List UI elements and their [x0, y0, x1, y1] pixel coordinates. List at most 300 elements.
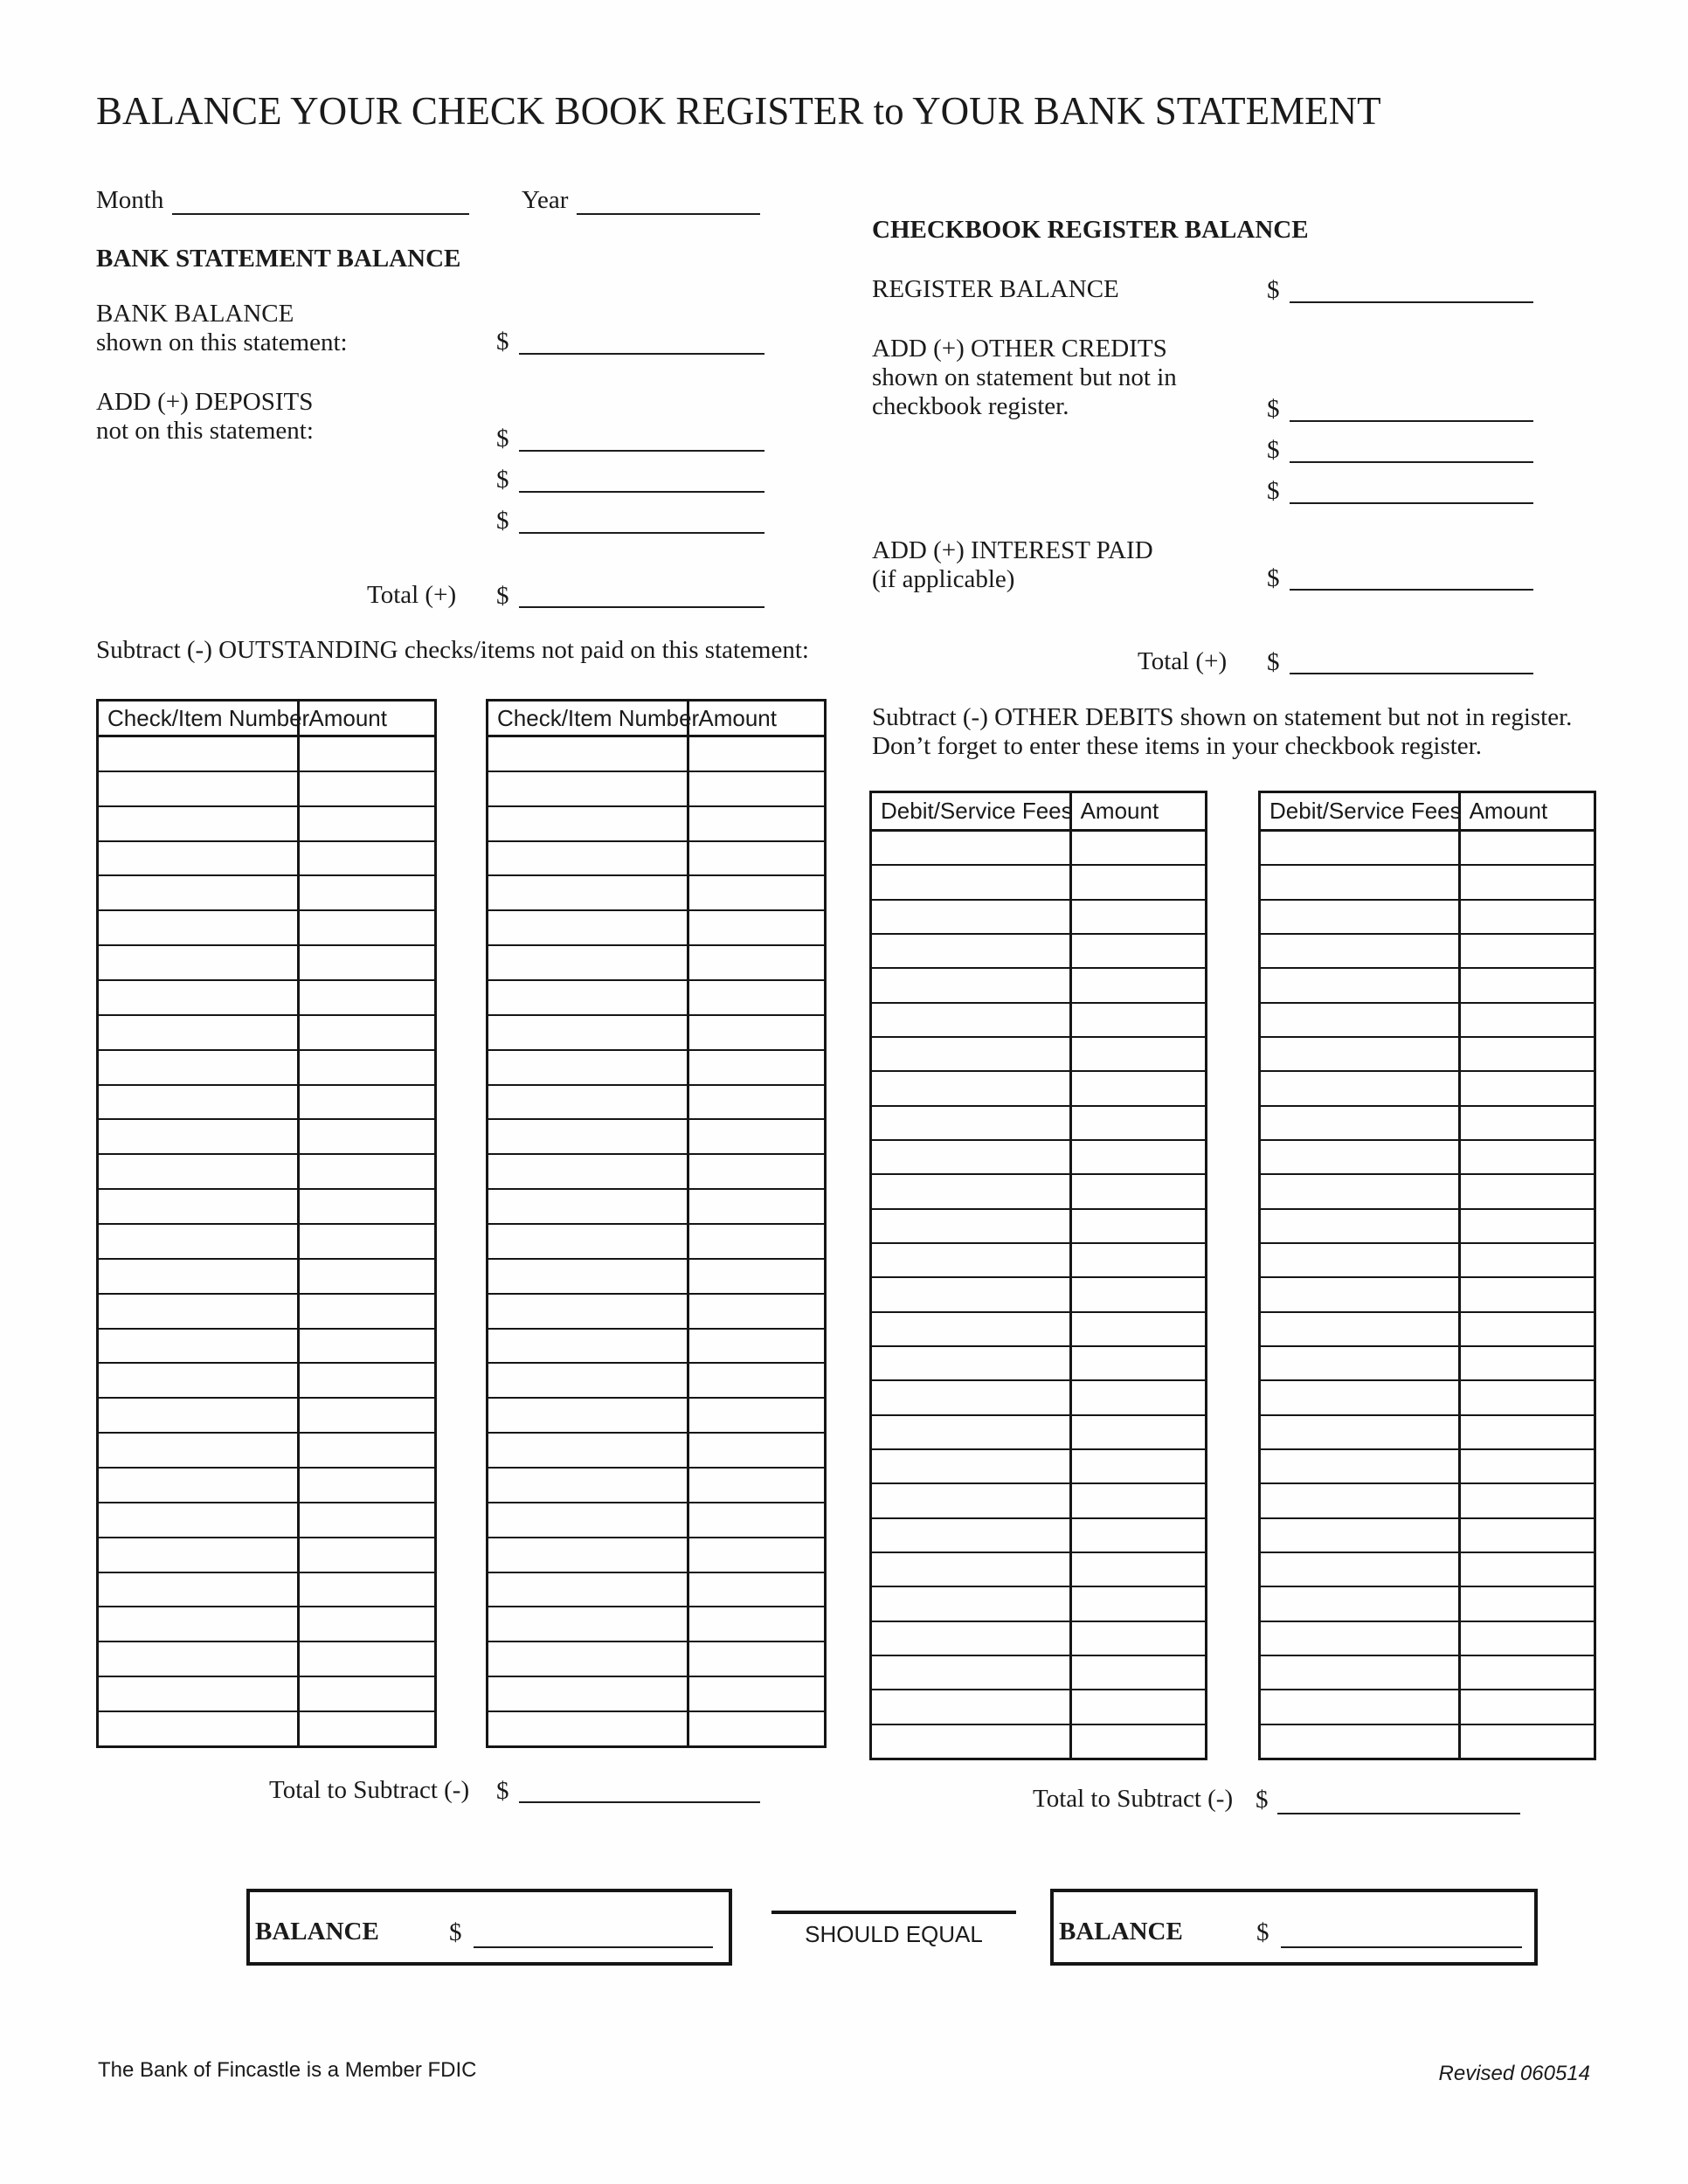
- table-row: [1261, 1105, 1594, 1139]
- item-cell: [99, 1330, 300, 1363]
- item-cell: [872, 1278, 1072, 1310]
- table-row: [99, 1502, 434, 1537]
- register-total-to-subtract-blank-line: [1277, 1813, 1520, 1814]
- amount-cell: [300, 1573, 434, 1607]
- item-cell: [99, 1434, 300, 1467]
- item-cell: [99, 1399, 300, 1432]
- table-row: [488, 1293, 824, 1328]
- amount-cell: [300, 772, 434, 805]
- item-cell: [488, 1538, 689, 1572]
- item-cell: [488, 946, 689, 979]
- table-row: [99, 771, 434, 805]
- amount-cell: [1072, 1622, 1205, 1655]
- amount-cell: [1072, 1244, 1205, 1276]
- item-cell: [488, 772, 689, 805]
- item-cell: [872, 1038, 1072, 1070]
- table-row: [872, 1379, 1205, 1413]
- year-blank-line: [577, 213, 760, 215]
- item-cell: [99, 911, 300, 944]
- table-row: [99, 1641, 434, 1676]
- amount-cell: [1072, 1690, 1205, 1723]
- table-row: [99, 944, 434, 979]
- table-row: [872, 1242, 1205, 1276]
- item-cell: [99, 876, 300, 909]
- table-row: [872, 1552, 1205, 1586]
- table-row: [1261, 832, 1594, 864]
- deposit-blank-line-2: [519, 491, 764, 493]
- table-body: [99, 737, 434, 1745]
- amount-cell: [689, 807, 824, 840]
- item-cell: [1261, 1416, 1461, 1448]
- table-row: [872, 1139, 1205, 1173]
- add-credits-label-line1: ADD (+) OTHER CREDITS: [872, 335, 1167, 363]
- deposit-dollar-sign-1: $: [496, 425, 509, 453]
- table-row: [1261, 967, 1594, 1001]
- item-cell: [488, 842, 689, 875]
- register-total-blank-line: [1290, 673, 1533, 674]
- interest-blank-line: [1290, 589, 1533, 591]
- table-row: [1261, 1002, 1594, 1036]
- table-row: [99, 1014, 434, 1049]
- item-cell: [1261, 1313, 1461, 1345]
- amount-cell: [300, 1051, 434, 1084]
- month-blank-line: [172, 213, 469, 215]
- item-cell: [1261, 1450, 1461, 1482]
- register-total-to-subtract-label: Total to Subtract (-): [1033, 1785, 1234, 1813]
- table-row: [1261, 899, 1594, 933]
- bank-total-to-subtract-blank-line: [519, 1801, 760, 1803]
- table-row: [488, 1049, 824, 1084]
- footer-bank-fdic-note: The Bank of Fincastle is a Member FDIC: [98, 2058, 477, 2082]
- item-cell: [872, 1313, 1072, 1345]
- outstanding-subtract-note: Subtract (-) OUTSTANDING checks/items not paid on this statement:: [96, 636, 809, 664]
- amount-cell: [689, 1573, 824, 1607]
- should-equal-rule: [771, 1911, 1016, 1914]
- amount-cell: [689, 842, 824, 875]
- table-row: [99, 737, 434, 771]
- register-balance-result-box: [1050, 1889, 1538, 1966]
- table-row: [488, 840, 824, 875]
- item-cell: [872, 1587, 1072, 1620]
- item-cell: [872, 901, 1072, 933]
- amount-cell: [1072, 832, 1205, 864]
- item-cell: [1261, 1004, 1461, 1036]
- amount-cell: [1461, 1347, 1594, 1379]
- debit-service-fees-header: Debit/Service Fees: [1261, 793, 1461, 829]
- month-label: Month: [96, 186, 164, 214]
- amount-cell: [1461, 1690, 1594, 1723]
- item-cell: [99, 772, 300, 805]
- item-cell: [1261, 1587, 1461, 1620]
- table-row: [1261, 1552, 1594, 1586]
- amount-cell: [1072, 1416, 1205, 1448]
- deposit-blank-line-3: [519, 532, 764, 534]
- amount-cell: [1461, 1175, 1594, 1207]
- item-cell: [488, 1190, 689, 1223]
- amount-cell: [689, 1051, 824, 1084]
- table-row: [488, 1502, 824, 1537]
- item-cell: [99, 1295, 300, 1328]
- amount-cell: [300, 1538, 434, 1572]
- interest-dollar-sign: $: [1267, 564, 1280, 592]
- table-row: [1261, 1689, 1594, 1723]
- amount-cell: [1461, 1141, 1594, 1173]
- credit-blank-line-3: [1290, 502, 1533, 504]
- amount-cell: [1072, 1107, 1205, 1139]
- amount-cell: [1072, 1210, 1205, 1242]
- bank-total-plus-label: Total (+): [367, 581, 457, 609]
- amount-cell: [689, 1434, 824, 1467]
- table-row: [488, 944, 824, 979]
- amount-cell: [300, 981, 434, 1014]
- table-row: [488, 1223, 824, 1258]
- item-cell: [488, 1642, 689, 1676]
- item-cell: [488, 807, 689, 840]
- outstanding-checks-table-1: [96, 699, 437, 1748]
- amount-cell: [300, 876, 434, 909]
- amount-cell: [300, 807, 434, 840]
- item-cell: [1261, 1484, 1461, 1517]
- item-cell: [99, 1469, 300, 1502]
- table-row: [872, 1311, 1205, 1345]
- amount-cell: [689, 1677, 824, 1711]
- table-row: [872, 1414, 1205, 1448]
- amount-cell: [689, 1086, 824, 1119]
- table-row: [872, 1724, 1205, 1758]
- add-credits-label-line2: shown on statement but not in: [872, 363, 1177, 391]
- table-row: [488, 771, 824, 805]
- table-row: [488, 1258, 824, 1293]
- credit-dollar-sign-2: $: [1267, 436, 1280, 464]
- item-cell: [99, 1538, 300, 1572]
- table-row: [872, 1517, 1205, 1552]
- item-cell: [488, 1607, 689, 1641]
- table-row: [1261, 1379, 1594, 1413]
- debit-fees-table-1: [869, 791, 1207, 1760]
- table-row: [99, 1606, 434, 1641]
- item-cell: [872, 1381, 1072, 1413]
- amount-cell: [300, 1677, 434, 1711]
- add-deposits-label-line2: not on this statement:: [96, 417, 314, 445]
- table-row: [1261, 1621, 1594, 1655]
- table-row: [488, 979, 824, 1014]
- table-row: [488, 1711, 824, 1745]
- table-row: [872, 933, 1205, 967]
- item-cell: [99, 737, 300, 771]
- table-row: [1261, 864, 1594, 898]
- item-cell: [1261, 1175, 1461, 1207]
- item-cell: [488, 1399, 689, 1432]
- bank-total-to-subtract-dollar-sign: $: [496, 1777, 509, 1805]
- amount-cell: [1461, 1381, 1594, 1413]
- should-equal-label: SHOULD EQUAL: [805, 1921, 983, 1947]
- item-cell: [99, 1503, 300, 1537]
- add-deposits-label-line1: ADD (+) DEPOSITS: [96, 388, 314, 416]
- item-cell: [488, 1260, 689, 1293]
- footer-revision-note: Revised 060514: [1438, 2062, 1590, 2085]
- table-row: [488, 1362, 824, 1397]
- bank-balance-label-line2: shown on this statement:: [96, 328, 348, 356]
- amount-cell: [1461, 1587, 1594, 1620]
- item-cell: [488, 1573, 689, 1607]
- bank-balance-result-box: [246, 1889, 732, 1966]
- amount-header: Amount: [1469, 798, 1548, 825]
- bank-total-to-subtract-label: Total to Subtract (-): [269, 1776, 470, 1804]
- table-row: [488, 1188, 824, 1223]
- deposit-dollar-sign-3: $: [496, 507, 509, 535]
- item-cell: [872, 1450, 1072, 1482]
- item-cell: [488, 1330, 689, 1363]
- deposit-blank-line-1: [519, 450, 764, 452]
- bank-balance-result-label: BALANCE: [255, 1918, 379, 1946]
- table-row: [1261, 1655, 1594, 1689]
- item-cell: [872, 1175, 1072, 1207]
- item-cell: [99, 1155, 300, 1188]
- bank-balance-result-dollar-sign: $: [449, 1918, 462, 1946]
- item-cell: [872, 1690, 1072, 1723]
- register-total-dollar-sign: $: [1267, 648, 1280, 676]
- table-body: [488, 737, 824, 1745]
- table-row: [488, 1153, 824, 1188]
- item-cell: [99, 1642, 300, 1676]
- table-row: [872, 1655, 1205, 1689]
- item-cell: [488, 1364, 689, 1397]
- table-row: [1261, 1586, 1594, 1620]
- item-cell: [872, 1519, 1072, 1552]
- table-row: [99, 874, 434, 909]
- table-row: [99, 909, 434, 944]
- amount-cell: [1072, 1381, 1205, 1413]
- item-cell: [872, 1244, 1072, 1276]
- item-cell: [99, 842, 300, 875]
- item-cell: [1261, 1519, 1461, 1552]
- amount-cell: [689, 1399, 824, 1432]
- table-row: [488, 1572, 824, 1607]
- amount-cell: [1072, 1141, 1205, 1173]
- amount-cell: [1461, 1038, 1594, 1070]
- item-cell: [488, 737, 689, 771]
- table-row: [488, 1397, 824, 1432]
- item-cell: [99, 981, 300, 1014]
- item-cell: [872, 866, 1072, 898]
- item-cell: [872, 1210, 1072, 1242]
- add-interest-label-line2: (if applicable): [872, 565, 1015, 593]
- amount-cell: [1461, 935, 1594, 967]
- amount-header: Amount: [308, 704, 387, 731]
- table-row: [99, 1118, 434, 1153]
- amount-cell: [300, 1225, 434, 1258]
- amount-cell: [300, 842, 434, 875]
- item-cell: [99, 1364, 300, 1397]
- amount-cell: [689, 1330, 824, 1363]
- amount-cell: [1072, 1175, 1205, 1207]
- credit-dollar-sign-1: $: [1267, 395, 1280, 423]
- debit-fees-table-2: [1258, 791, 1596, 1760]
- table-row: [872, 1621, 1205, 1655]
- amount-cell: [1461, 1416, 1594, 1448]
- amount-cell: [1461, 1622, 1594, 1655]
- amount-cell: [1072, 1072, 1205, 1104]
- table-row: [99, 1572, 434, 1607]
- bank-balance-blank-line: [519, 353, 764, 355]
- table-body: [872, 832, 1205, 1758]
- item-cell: [99, 1051, 300, 1084]
- bank-statement-heading: BANK STATEMENT BALANCE: [96, 245, 461, 273]
- table-header-row: [872, 793, 1205, 832]
- amount-cell: [300, 1190, 434, 1223]
- table-row: [488, 805, 824, 840]
- amount-cell: [1072, 1587, 1205, 1620]
- table-row: [872, 899, 1205, 933]
- bank-total-dollar-sign: $: [496, 582, 509, 610]
- amount-cell: [689, 1155, 824, 1188]
- register-balance-label: REGISTER BALANCE: [872, 275, 1119, 303]
- register-balance-result-dollar-sign: $: [1256, 1918, 1269, 1946]
- amount-cell: [689, 1712, 824, 1745]
- item-cell: [488, 876, 689, 909]
- table-row: [99, 1397, 434, 1432]
- amount-cell: [1461, 1519, 1594, 1552]
- amount-cell: [1461, 1210, 1594, 1242]
- table-row: [99, 979, 434, 1014]
- item-cell: [872, 1072, 1072, 1104]
- amount-cell: [1072, 1038, 1205, 1070]
- amount-cell: [689, 1364, 824, 1397]
- table-row: [99, 1711, 434, 1745]
- item-cell: [1261, 1725, 1461, 1758]
- bank-balance-label-line1: BANK BALANCE: [96, 300, 294, 328]
- table-row: [99, 1049, 434, 1084]
- amount-cell: [300, 1503, 434, 1537]
- amount-cell: [1072, 935, 1205, 967]
- item-cell: [488, 1086, 689, 1119]
- deposit-dollar-sign-2: $: [496, 466, 509, 494]
- table-row: [99, 1223, 434, 1258]
- amount-cell: [300, 1434, 434, 1467]
- table-row: [1261, 1173, 1594, 1207]
- amount-cell: [1461, 969, 1594, 1001]
- table-row: [488, 1641, 824, 1676]
- item-cell: [488, 1051, 689, 1084]
- item-cell: [872, 1553, 1072, 1586]
- table-row: [99, 1293, 434, 1328]
- table-row: [872, 1448, 1205, 1482]
- amount-cell: [1072, 1519, 1205, 1552]
- amount-cell: [1461, 901, 1594, 933]
- amount-cell: [1072, 1725, 1205, 1758]
- table-row: [488, 1014, 824, 1049]
- item-cell: [99, 1712, 300, 1745]
- item-cell: [99, 1607, 300, 1641]
- item-cell: [872, 1004, 1072, 1036]
- amount-cell: [1461, 1553, 1594, 1586]
- table-row: [1261, 1242, 1594, 1276]
- add-credits-label-line3: checkbook register.: [872, 392, 1069, 420]
- amount-cell: [1461, 1004, 1594, 1036]
- amount-cell: [689, 772, 824, 805]
- amount-cell: [689, 1120, 824, 1153]
- check-item-number-header: Check/Item Number: [99, 702, 300, 735]
- item-cell: [488, 1677, 689, 1711]
- amount-cell: [689, 1607, 824, 1641]
- table-row: [99, 1328, 434, 1363]
- amount-cell: [1072, 1347, 1205, 1379]
- amount-cell: [300, 946, 434, 979]
- amount-header: Amount: [698, 704, 777, 731]
- item-cell: [488, 981, 689, 1014]
- item-cell: [99, 1677, 300, 1711]
- table-row: [1261, 1482, 1594, 1517]
- amount-cell: [689, 981, 824, 1014]
- item-cell: [872, 1416, 1072, 1448]
- item-cell: [1261, 1141, 1461, 1173]
- amount-cell: [689, 911, 824, 944]
- table-row: [1261, 1345, 1594, 1379]
- item-cell: [872, 832, 1072, 864]
- item-cell: [488, 1016, 689, 1049]
- other-debits-note-line2: Don’t forget to enter these items in your checkbook register.: [872, 732, 1482, 760]
- table-row: [872, 1208, 1205, 1242]
- amount-cell: [689, 1225, 824, 1258]
- item-cell: [1261, 901, 1461, 933]
- item-cell: [872, 1347, 1072, 1379]
- item-cell: [1261, 1210, 1461, 1242]
- item-cell: [488, 1120, 689, 1153]
- table-row: [872, 1173, 1205, 1207]
- table-row: [872, 1036, 1205, 1070]
- item-cell: [1261, 1656, 1461, 1689]
- item-cell: [872, 1141, 1072, 1173]
- item-cell: [488, 1712, 689, 1745]
- year-label: Year: [522, 186, 569, 214]
- item-cell: [1261, 1347, 1461, 1379]
- amount-cell: [689, 946, 824, 979]
- amount-cell: [300, 1607, 434, 1641]
- item-cell: [1261, 969, 1461, 1001]
- item-cell: [488, 1503, 689, 1537]
- table-row: [488, 1118, 824, 1153]
- item-cell: [488, 1155, 689, 1188]
- amount-cell: [1461, 1278, 1594, 1310]
- amount-cell: [300, 1642, 434, 1676]
- table-row: [99, 840, 434, 875]
- table-row: [99, 1188, 434, 1223]
- table-row: [99, 1084, 434, 1119]
- amount-cell: [689, 876, 824, 909]
- register-balance-blank-line: [1290, 301, 1533, 303]
- item-cell: [1261, 1622, 1461, 1655]
- amount-cell: [1461, 1313, 1594, 1345]
- amount-cell: [1461, 1725, 1594, 1758]
- table-row: [488, 1084, 824, 1119]
- table-row: [488, 1432, 824, 1467]
- amount-cell: [689, 1016, 824, 1049]
- item-cell: [872, 1484, 1072, 1517]
- table-row: [488, 1606, 824, 1641]
- amount-cell: [300, 1086, 434, 1119]
- amount-cell: [1072, 1656, 1205, 1689]
- table-row: [99, 1432, 434, 1467]
- item-cell: [99, 1086, 300, 1119]
- table-row: [1261, 1311, 1594, 1345]
- table-row: [1261, 1724, 1594, 1758]
- amount-cell: [1461, 1484, 1594, 1517]
- table-body: [1261, 832, 1594, 1758]
- register-total-plus-label: Total (+): [1138, 647, 1228, 675]
- table-row: [1261, 1036, 1594, 1070]
- item-cell: [1261, 1038, 1461, 1070]
- amount-cell: [1461, 832, 1594, 864]
